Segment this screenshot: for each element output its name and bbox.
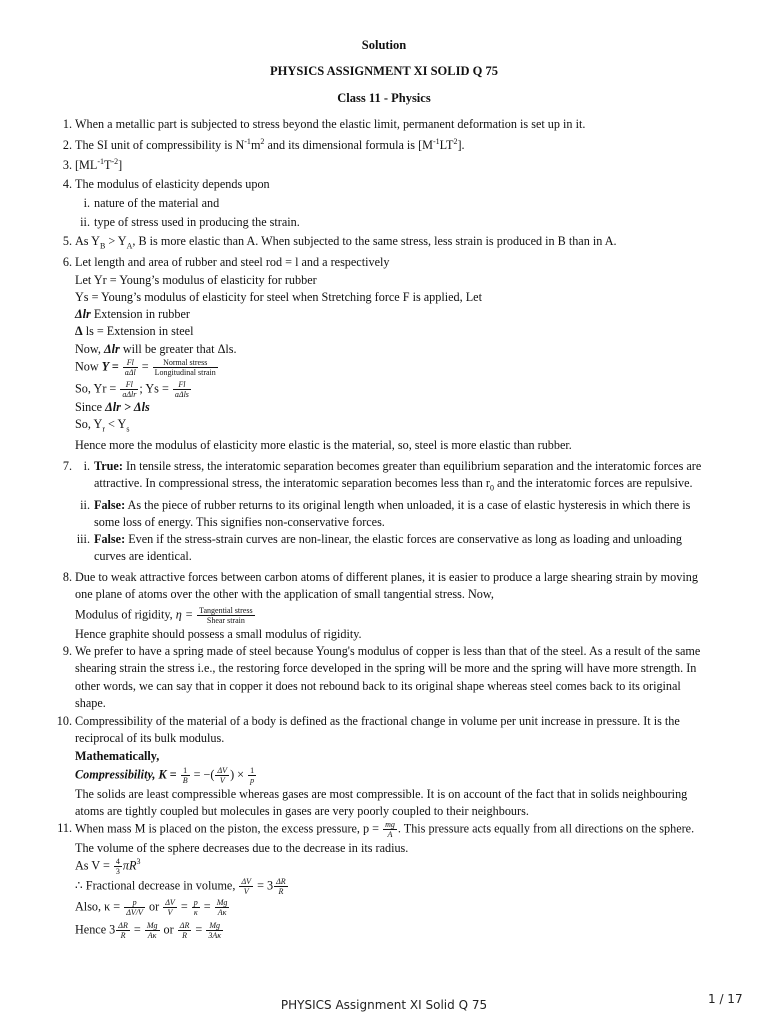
answer-5: As $Y_B > Y_A$, B is more elastic than A. When subjected to the same stress, less strain is produced in B than in A.	[75, 234, 617, 251]
sphere-volume-formula: As V = $\frac{4}{3}$ $\pi R^3$	[75, 857, 141, 876]
sub-item-number: iii.	[76, 532, 90, 546]
answer-7-iii: False: Even if the stress-strain curves are non-linear, the elastic forces are conservative as long as loading and unloading	[94, 532, 683, 546]
answer-6-line: Let length and area of rubber and steel rod = l and a respectively	[75, 255, 390, 269]
compressibility-formula: Compressibility, K = $\frac{1}{B}$ = −( $\frac{\Delta V}{V}$ ) × $\frac{1}{p}$	[75, 766, 255, 785]
answer-6-line: So, $Y_r < Y_s$	[75, 417, 130, 434]
item-number: 7.	[62, 459, 72, 473]
item-number: 2.	[62, 138, 72, 152]
answer-6-line: Let Yr = Young’s modulus of elasticity for rubber	[75, 273, 317, 287]
answer-11-line: The volume of the sphere decreases due to the decrease in its radius.	[75, 841, 409, 855]
kappa-formula: Also, κ = $\frac{p}{\Delta V/V}$ or $\frac{\Delta V}{V}$ = $\frac{p}{\kappa}$ = $\frac{Mg}{A\kappa}$	[75, 898, 228, 917]
mathematically-label: Mathematically,	[75, 749, 160, 763]
answer-10-line: reciprocal of its bulk modulus.	[75, 731, 225, 745]
yr-ys-formula: So, Yr = $\frac{Fl}{\text{aΔlr}}$ ; Ys = $\frac{Fl}{\text{aΔls}}$	[75, 380, 189, 399]
item-number: 3.	[62, 158, 72, 172]
sub-item-number: i.	[83, 459, 90, 473]
item-number: 11.	[57, 821, 72, 835]
answer-7-ii: some loss of energy. This signifies non-conservative forces.	[94, 515, 385, 529]
answer-10-line: The solids are least compressible whereas gases are most compressible. It is on account of the fact that in solids neighbouring	[75, 787, 688, 801]
item-number: 4.	[62, 177, 72, 191]
answer-2: The SI unit of compressibility is $N^{-1}m^2$ and its dimensional formula is $[M^{-1}LT^2]$.	[75, 136, 465, 152]
sub-item-number: ii.	[80, 498, 90, 512]
answer-10-line: Compressibility of the material of a body is defined as the fractional change in volume per unit increase in pressure. It is the	[75, 714, 680, 728]
item-number: 1.	[62, 117, 72, 131]
solution-heading: Solution	[361, 38, 407, 52]
answer-8-line: Hence graphite should possess a small modulus of rigidity.	[75, 627, 362, 641]
answer-3: $[ML^{-1}T^{-2}]$	[75, 156, 123, 172]
answer-6-line: Now, Δlr will be greater that Δls.	[75, 342, 237, 356]
answer-6-line: Since Δlr > Δls	[75, 400, 150, 414]
item-number: 8.	[62, 570, 72, 584]
answer-10-line: atoms are tightly coupled but molecules in gases are very poorly coupled to their neighbours.	[75, 804, 529, 818]
sub-item-number: i.	[83, 196, 90, 210]
item-number: 9.	[62, 644, 72, 658]
answer-9-line: other words, we can say that in copper it does not rebound back to its original shape whereas steel comes back to its original	[75, 679, 681, 693]
answer-6-line: Ys = Young’s modulus of elasticity for steel when Stretching force F is applied, Let	[75, 290, 482, 304]
answer-7-i: attractive. In compressional stress, the interatomic separation becomes less than $r_0$ and the interatomic forces are repulsive.	[94, 476, 693, 493]
answer-6-line: Δlr Extension in rubber	[75, 307, 190, 321]
item-number: 5.	[62, 234, 72, 248]
answer-6-line: Δ ls = Extension in steel	[75, 324, 194, 338]
page-number: 1 / 17	[708, 992, 743, 1006]
answer-4-ii: type of stress used in producing the strain.	[94, 215, 300, 229]
answer-8-line: Due to weak attractive forces between carbon atoms of different planes, it is easier to produce a large shearing strain by moving	[75, 570, 698, 584]
answer-7-ii: False: As the piece of rubber returns to its original length when unloaded, it is a case of elastic hysteresis in which there is	[94, 498, 691, 512]
rigidity-formula: Modulus of rigidity, η = $\frac{\text{Tangential stress}}{\text{Shear strain}}$	[75, 606, 253, 625]
answer-4: The modulus of elasticity depends upon	[75, 177, 270, 191]
fractional-decrease-formula: ∴ Fractional decrease in volume, $\frac{\Delta V}{V}$ = 3 $\frac{\Delta R}{R}$	[75, 877, 286, 896]
answer-1: When a metallic part is subjected to stress beyond the elastic limit, permanent deformation is set up in it.	[75, 117, 586, 131]
young-modulus-formula: Now Y = $\frac{Fl}{\text{aΔl}}$ = $\frac{\text{Normal stress}}{\text{Longitudinal strain}}$	[75, 358, 216, 377]
item-number: 10.	[56, 714, 72, 728]
page-footer: PHYSICS Assignment XI Solid Q 75	[280, 998, 488, 1012]
radius-change-formula: Hence 3 $\frac{\Delta R}{R}$ = $\frac{Mg}{A\kappa}$ or $\frac{\Delta R}{R}$ = $\frac{Mg}{3A\kappa}$	[75, 921, 222, 940]
answer-8-line: one plane of atoms over the other with the application of small tangential stress. Now,	[75, 587, 494, 601]
sub-item-number: ii.	[80, 215, 90, 229]
answer-9-line: shape.	[75, 696, 106, 710]
answer-7-i: True: In tensile stress, the interatomic separation becomes greater than equilibrium separation and the interatomic forces are	[94, 459, 702, 473]
answer-6-line: Hence more the modulus of elasticity more elastic is the material, so, steel is more elastic than rubber.	[75, 438, 572, 452]
answer-4-i: nature of the material and	[94, 196, 220, 210]
answer-7-iii: curves are identical.	[94, 549, 192, 563]
item-number: 6.	[62, 255, 72, 269]
answer-9-line: shearing strain the stress i.e., the restoring force developed in the spring will be more and the spring will have more strength. In	[75, 661, 697, 675]
assignment-title: PHYSICS ASSIGNMENT XI SOLID Q 75	[270, 64, 498, 78]
answer-9-line: We prefer to have a spring made of steel because Young's modulus of copper is less than that of the steel. As a result of the same	[75, 644, 701, 658]
class-subtitle: Class 11 - Physics	[337, 91, 431, 105]
answer-11-line: When mass M is placed on the piston, the excess pressure, p = $\frac{mg}{A}$ . This pressure acts equally from all directions on the sphere.	[75, 820, 695, 839]
